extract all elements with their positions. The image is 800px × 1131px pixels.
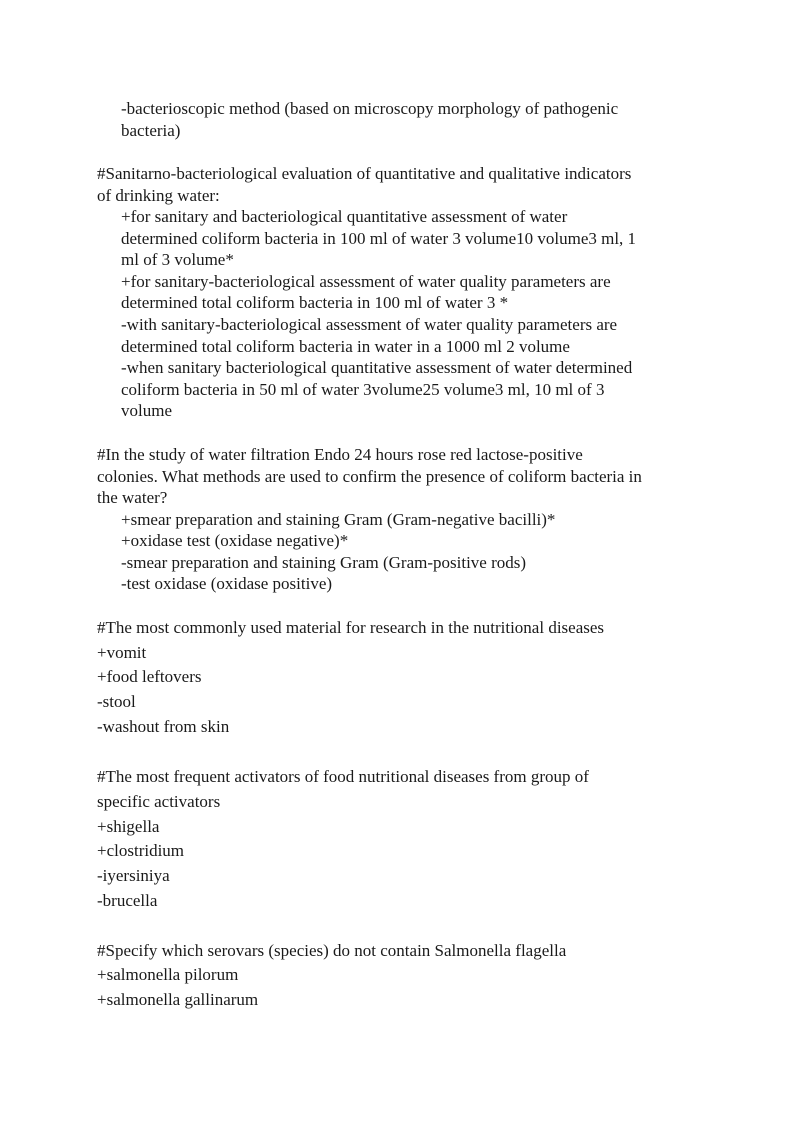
answer-line: +smear preparation and staining Gram (Gram-negative bacilli)* xyxy=(121,510,556,529)
answer-line: +vomit xyxy=(97,643,147,662)
answer-line: +salmonella gallinarum xyxy=(97,990,259,1009)
answer-line: +clostridium xyxy=(97,841,185,860)
question-line: colonies. What methods are used to confirm the presence of coliform bacteria in xyxy=(97,467,642,486)
answer-line: ml of 3 volume* xyxy=(121,250,234,269)
answer-line: determined total coliform bacteria in 100 ml of water 3 * xyxy=(121,293,509,312)
question-line: the water? xyxy=(97,488,168,507)
answer-line: bacteria) xyxy=(121,121,181,140)
question-line: #In the study of water filtration Endo 24 hours rose red lactose-positive xyxy=(97,445,583,464)
answer-line: +salmonella pilorum xyxy=(97,965,239,984)
answer-line: -when sanitary bacteriological quantitative assessment of water determined xyxy=(121,358,633,377)
answer-line: +shigella xyxy=(97,817,160,836)
answer-line: +food leftovers xyxy=(97,667,202,686)
question-line: of drinking water: xyxy=(97,186,220,205)
answer-line: volume xyxy=(121,401,172,420)
answer-line: -smear preparation and staining Gram (Gram-positive rods) xyxy=(121,553,527,572)
answer-line: -bacterioscopic method (based on microscopy morphology of pathogenic xyxy=(121,99,619,118)
answer-line: -stool xyxy=(97,692,136,711)
answer-line: -iyersiniya xyxy=(97,866,170,885)
question-line: #Specify which serovars (species) do not contain Salmonella flagella xyxy=(97,941,567,960)
answer-line: coliform bacteria in 50 ml of water 3volume25 volume3 ml, 10 ml of 3 xyxy=(121,380,605,399)
question-line: #The most frequent activators of food nutritional diseases from group of xyxy=(97,767,589,786)
answer-line: +oxidase test (oxidase negative)* xyxy=(121,531,349,550)
answer-line: +for sanitary and bacteriological quantitative assessment of water xyxy=(121,207,568,226)
answer-line: -washout from skin xyxy=(97,717,230,736)
answer-line: -with sanitary-bacteriological assessment of water quality parameters are xyxy=(121,315,618,334)
answer-line: +for sanitary-bacteriological assessment of water quality parameters are xyxy=(121,272,611,291)
answer-line: -test oxidase (oxidase positive) xyxy=(121,574,333,593)
answer-line: determined total coliform bacteria in water in a 1000 ml 2 volume xyxy=(121,337,570,356)
question-line: #Sanitarno-bacteriological evaluation of quantitative and qualitative indicators xyxy=(97,164,632,183)
question-line: specific activators xyxy=(97,792,221,811)
question-line: #The most commonly used material for research in the nutritional diseases xyxy=(97,618,605,637)
answer-line: determined coliform bacteria in 100 ml of water 3 volume10 volume3 ml, 1 xyxy=(121,229,637,248)
answer-line: -brucella xyxy=(97,891,158,910)
